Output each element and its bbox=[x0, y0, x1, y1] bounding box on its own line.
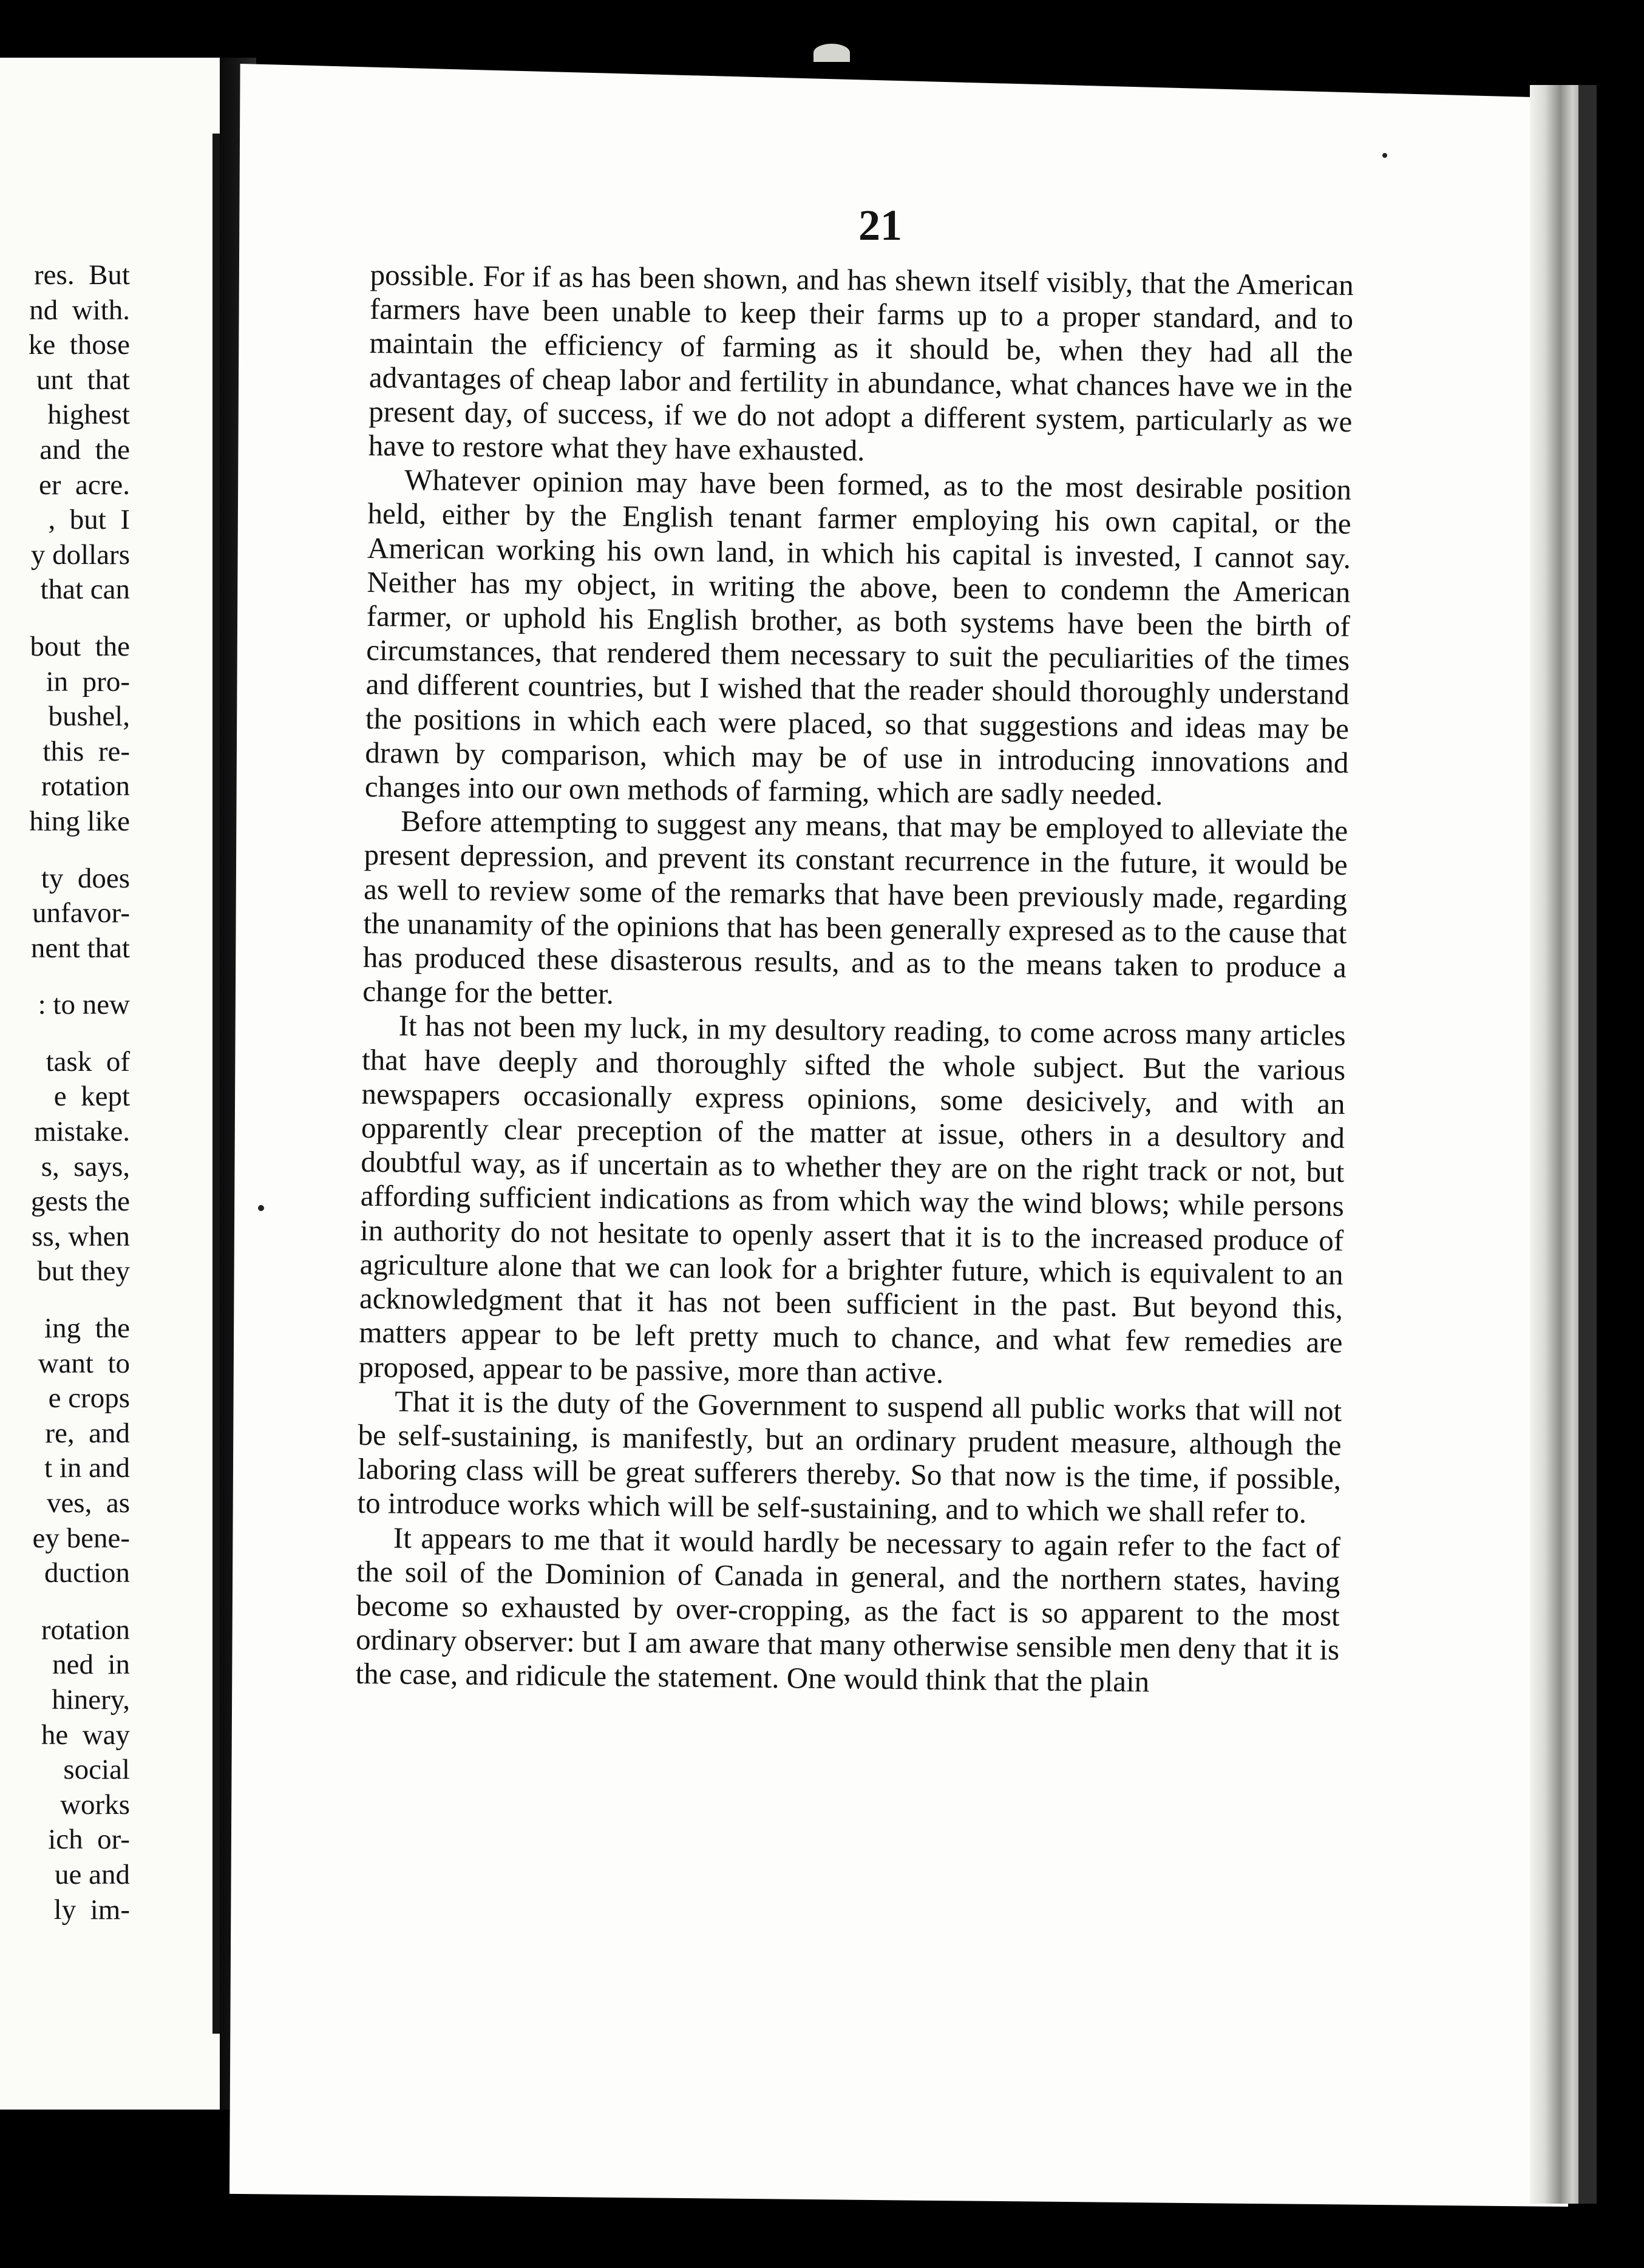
speck-mark bbox=[1382, 153, 1387, 158]
previous-page-line: nd with. bbox=[29, 294, 130, 326]
previous-page-line: but they bbox=[37, 1255, 130, 1288]
previous-page-line: bushel, bbox=[48, 701, 130, 733]
previous-page-gap bbox=[0, 608, 130, 630]
previous-page-line: e crops bbox=[48, 1382, 130, 1414]
body-text bbox=[355, 258, 1354, 1701]
previous-page-line: and the bbox=[39, 433, 130, 466]
previous-page-line: hinery, bbox=[52, 1683, 130, 1716]
paragraph: It appears to me that it would hardly be necessary to again refer to the fact of the soil of the Dominion of Canada in general, and the northern states, having become so exhausted by over-cropping, as the fact is so apparent to the most ordinary observer: but I am aware that many otherwise sensible men deny that it is the case, and ridicule the statement. One would think that the plain bbox=[355, 1521, 1341, 1699]
paragraph: possible. For if as has been shown, and has shewn itself visibly, that the American farmers have been unable to keep their farms up to a proper standard, and to maintain the efficiency of farming as it should be, when they had all the advantages of cheap labor and fertility in abundance, what chances have we in the present day, of success, if we do not adopt a different system, particularly as we have to restore what they have exhausted. bbox=[368, 258, 1354, 467]
page-edge-shadow bbox=[1578, 85, 1597, 2204]
previous-page-line: res. But bbox=[34, 259, 130, 291]
page-top-notch bbox=[814, 44, 850, 62]
paragraph: Before attempting to suggest any means, that may be employed to alleviate the present depression, and prevent its constant recurrence in the future, it would be as well to review some of the remarks that have been previously made, regarding the unanamity of the opinions that has been generally expresed as to the cause that has produced these disasterous results, and as to the means taken to produce a change for the better. bbox=[362, 804, 1348, 1011]
previous-page-line: re, and bbox=[45, 1417, 130, 1449]
previous-page-line: this re- bbox=[42, 735, 130, 767]
speck-mark bbox=[258, 1205, 264, 1211]
paragraph: That it is the duty of the Government to suspend all public works that will not be self-sustaining, is manifestly, but an ordinary prudent measure, although the laboring class will be great sufferers thereby. So that now is the time, if possible, to introduce works which will be self-sustaining, and to which we shall refer to. bbox=[357, 1384, 1342, 1530]
previous-page-line: bout the bbox=[30, 630, 130, 662]
previous-page-line: hing like bbox=[29, 805, 130, 837]
previous-page-line: ly im- bbox=[53, 1893, 130, 1926]
previous-page-line: ey bene- bbox=[32, 1522, 130, 1554]
previous-page-line: s, says, bbox=[41, 1150, 130, 1183]
previous-page-line: ich or- bbox=[48, 1824, 130, 1856]
previous-page-gap bbox=[0, 966, 130, 988]
previous-page-gap bbox=[0, 1591, 130, 1613]
previous-page-line: that can bbox=[40, 574, 130, 606]
previous-page-line: ke those bbox=[28, 329, 130, 361]
previous-page-line: unfavor- bbox=[32, 897, 130, 929]
previous-page-line: nent that bbox=[30, 932, 130, 964]
previous-page-line: he way bbox=[41, 1719, 130, 1751]
previous-page-line: rotation bbox=[41, 1614, 130, 1646]
previous-page-line: want to bbox=[38, 1347, 130, 1379]
previous-page-line: ing the bbox=[44, 1312, 130, 1345]
paragraph: Whatever opinion may have been formed, as to the most desirable position held, either by the English tenant farmer employing his own capital, or the American working his own land, in which his capital is invested, I cannot say. Neither has my object, in writing the above, been to condemn the American farmer, or uphold his English brother, as both systems have been the birth of circumstances, that rendered them necessary to suit the peculiarities of the times and different countries, but I wished that the reader should thoroughly understand the positions in which each were placed, so that suggestions and ideas may be drawn by comparison, which may be of use in introducing innovations and changes into our own methods of farming, which are sadly needed. bbox=[364, 463, 1352, 812]
previous-page-line: ves, as bbox=[46, 1487, 130, 1519]
previous-page bbox=[0, 58, 220, 2110]
previous-page-gap bbox=[0, 1023, 130, 1045]
previous-page-line: e kept bbox=[53, 1081, 130, 1113]
previous-page-line: t in and bbox=[44, 1452, 130, 1484]
paragraph: It has not been my luck, in my desultory reading, to come across many articles that have deeply and thoroughly sifted the whole subject. But the various newspapers occasionally express opinions, some desicively, and with an opparently clear preception of the matter at issue, others in a desultory and doubtful way, as if uncertain as to whether they are on the right track or not, but affording sufficient indications as from which way the wind blows; while persons in authority do not hesitate to openly assert that it is to the increased produce of agriculture alone that we can look for a brighter future, which is equivalent to an acknowledgment that it has not been sufficient in the past. But beyond this, matters appear to be left pretty much to chance, and what few remedies are proposed, appear to be passive, more than active. bbox=[358, 1009, 1346, 1390]
previous-page-gap bbox=[0, 1289, 130, 1311]
previous-page-line: task of bbox=[46, 1045, 130, 1078]
previous-page-line: unt that bbox=[36, 364, 130, 396]
previous-page-line: er acre. bbox=[39, 469, 130, 501]
previous-page-line: y dollars bbox=[30, 538, 130, 571]
previous-page-line: , but I bbox=[48, 504, 130, 536]
previous-page-line: highest bbox=[47, 399, 130, 431]
page-number: 21 bbox=[858, 201, 902, 250]
previous-page-line: works bbox=[60, 1788, 130, 1821]
previous-page-line: ned in bbox=[52, 1649, 130, 1681]
previous-page-line: mistake. bbox=[34, 1116, 130, 1148]
previous-page-line: ty does bbox=[41, 862, 130, 894]
previous-page-line: ss, when bbox=[32, 1220, 130, 1252]
previous-page-line: ue and bbox=[55, 1858, 130, 1890]
previous-page-line: gests the bbox=[30, 1186, 130, 1218]
previous-page-line: in pro- bbox=[46, 665, 130, 698]
previous-page-gap bbox=[0, 840, 130, 861]
previous-page-line: social bbox=[63, 1754, 130, 1786]
previous-page-line: rotation bbox=[41, 770, 130, 803]
previous-page-line: duction bbox=[44, 1557, 130, 1589]
previous-page-line: : to new bbox=[38, 989, 130, 1021]
previous-page-text bbox=[0, 258, 130, 1927]
